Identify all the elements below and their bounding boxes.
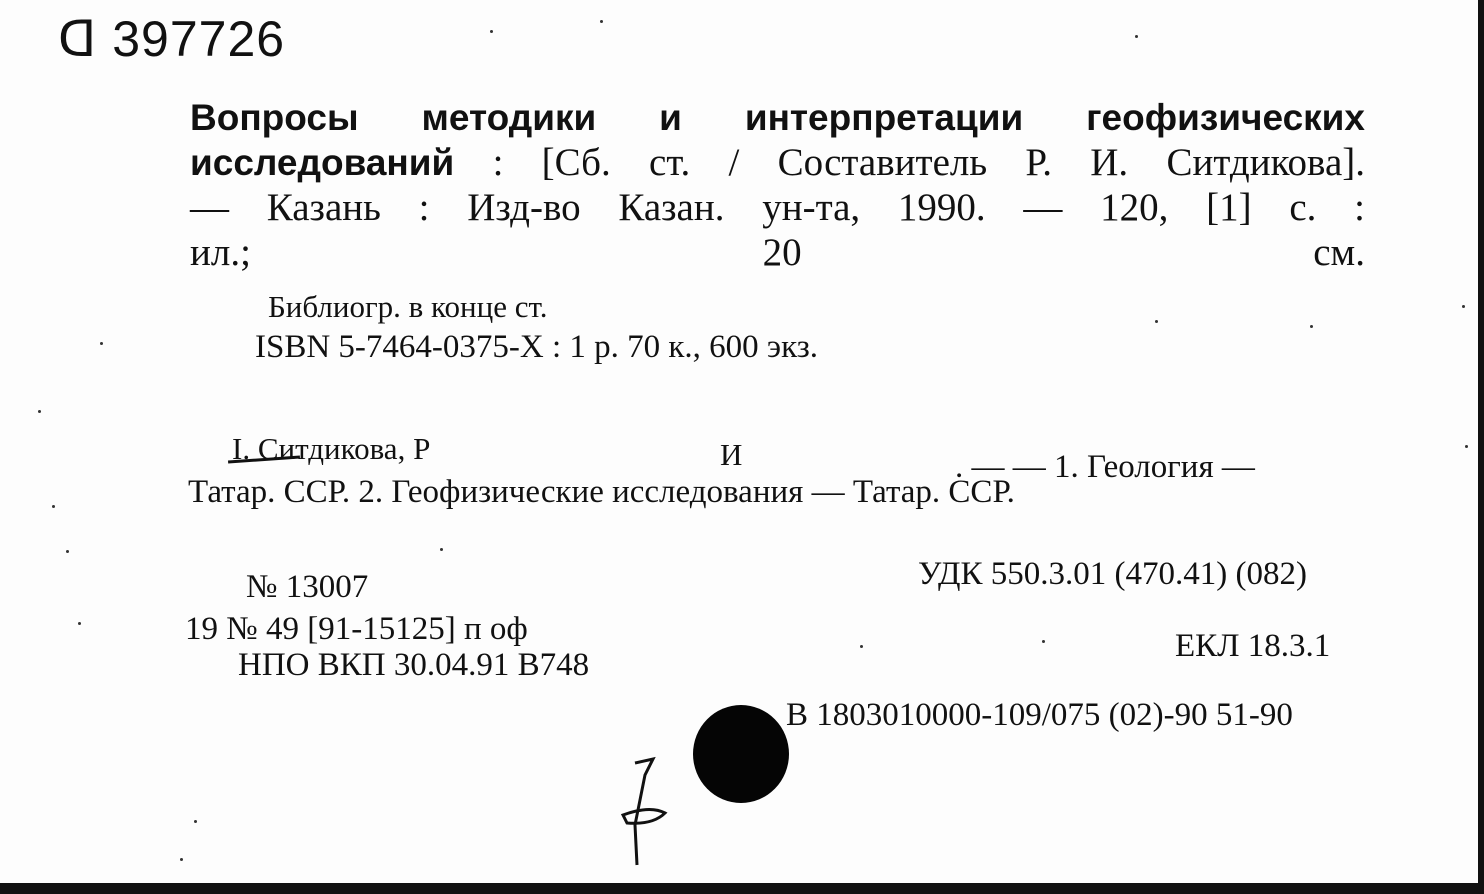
record-number: № 13007 bbox=[246, 569, 369, 605]
title-block bbox=[190, 95, 1365, 275]
print-info-1: 19 № 49 [91-15125] п оф bbox=[185, 611, 528, 647]
shelfmark: ᗡ 397726 bbox=[58, 11, 286, 67]
subject-initial: И bbox=[720, 437, 743, 472]
print-info-2: НПО ВКП 30.04.91 В748 bbox=[238, 647, 590, 683]
title-line-1 bbox=[190, 95, 1365, 140]
physical-description: ил.; 20 см. bbox=[190, 231, 1365, 274]
ink-blot bbox=[693, 705, 789, 803]
isbn-line: ISBN 5-7464-0375-X : 1 р. 70 к., 600 экз. bbox=[255, 329, 818, 365]
title-bold: Вопросы методики и интерпретации геофизических bbox=[190, 97, 1365, 138]
publication-line: — Казань : Изд-во Казан. ун-та, 1990. — 120, [1] с. : bbox=[190, 186, 1365, 229]
bbk-code: В 1803010000-109/075 (02)-90 51-90 bbox=[786, 697, 1293, 733]
title-bold-end: исследований bbox=[190, 142, 455, 183]
subject-author: I. Ситдикова, Р bbox=[232, 431, 431, 466]
bibliography-note: Библиогр. в конце ст. bbox=[268, 289, 548, 324]
responsibility-statement: : [Сб. ст. / Составитель Р. И. Ситдикова]. bbox=[492, 141, 1366, 184]
udk-code: УДК 550.3.01 (470.41) (082) bbox=[918, 556, 1308, 592]
handwritten-mark-icon bbox=[615, 755, 685, 870]
subject-heading-1: . — — 1. Геология — bbox=[955, 449, 1255, 485]
ekl-code: ЕКЛ 18.3.1 bbox=[1175, 628, 1331, 664]
title-line-2 bbox=[190, 140, 1365, 185]
subject-heading-2: Татар. ССР. 2. Геофизические исследования — Татар. ССР. bbox=[188, 474, 1015, 510]
